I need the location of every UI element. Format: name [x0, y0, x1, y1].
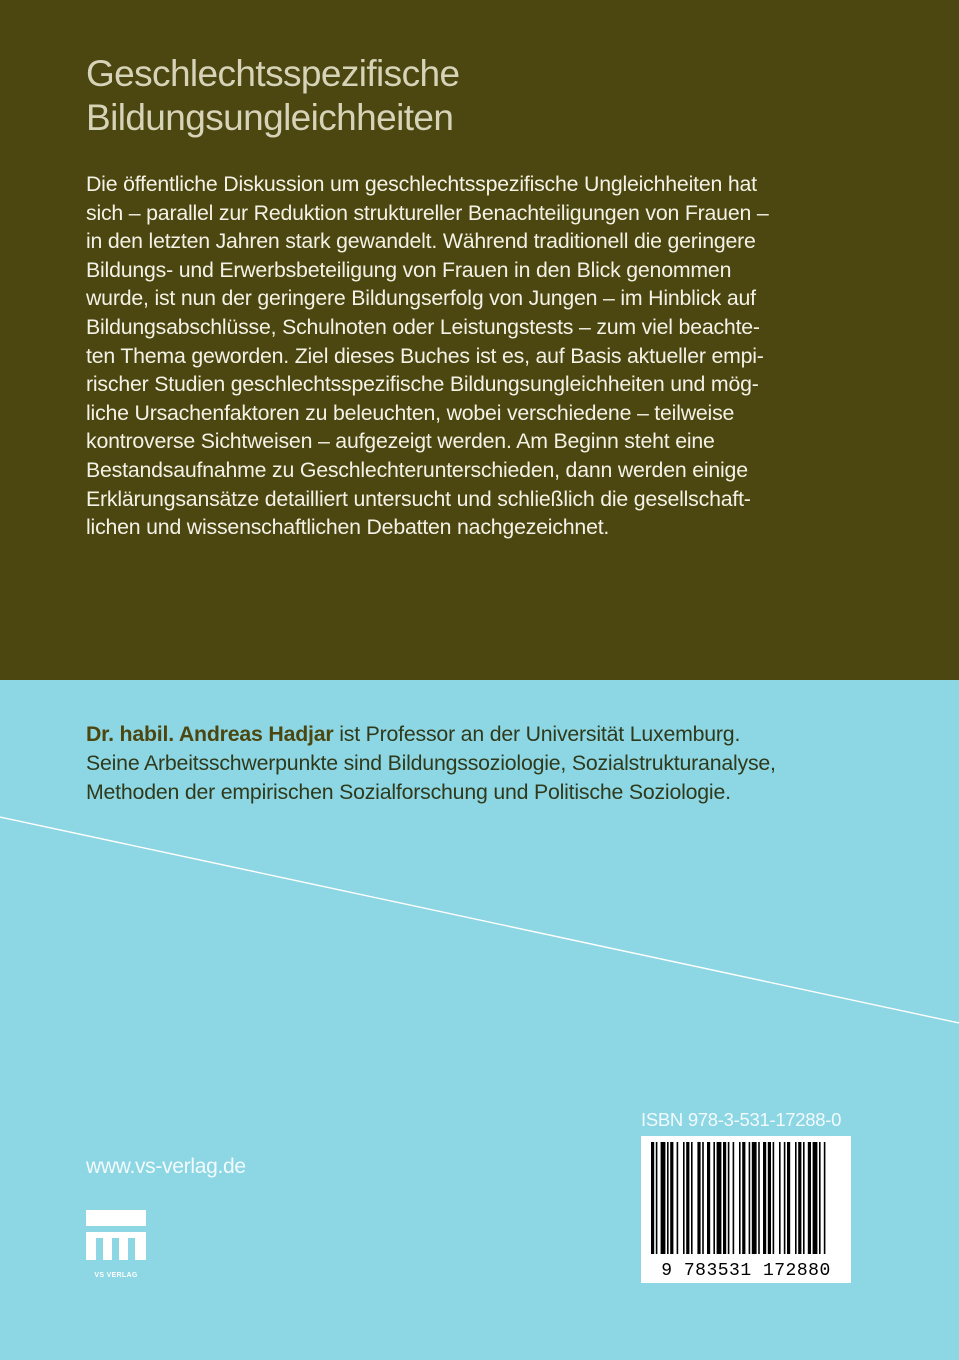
author-bio-line-2: Seine Arbeitsschwerpunkte sind Bildungssoziologie, Sozialstrukturanalyse,	[86, 751, 776, 775]
description-line: kontroverse Sichtweisen – aufgezeigt werden. Am Beginn steht eine	[86, 429, 715, 454]
description-line: liche Ursachenfaktoren zu beleuchten, wobei verschiedene – teilweise	[86, 400, 735, 425]
author-bio-line-1	[86, 720, 906, 749]
description-line: rischer Studien geschlechtsspezifische Bildungsungleichheiten und mög-	[86, 372, 759, 397]
isbn-label: ISBN 978-3-531-17288-0	[641, 1109, 842, 1130]
book-description	[86, 170, 866, 542]
description-line: Bildungsabschlüsse, Schulnoten oder Leistungstests – zum viel beachte-	[86, 314, 760, 339]
vs-verlag-logo-text: VS VERLAG	[94, 1272, 138, 1279]
book-title-line-1: Geschlechtsspezifische	[86, 53, 460, 94]
description-line: lichen und wissenschaftlichen Debatten nachgezeichnet.	[86, 515, 610, 540]
description-line: sich – parallel zur Reduktion struktureller Benachteiligungen von Frauen –	[86, 200, 769, 225]
book-title	[86, 52, 906, 140]
author-bio-line-3: Methoden der empirischen Sozialforschung und Politische Soziologie.	[86, 780, 731, 804]
author-position: ist Professor an der Universität Luxemburg.	[333, 722, 741, 746]
description-line: Die öffentliche Diskussion um geschlechtsspezifische Ungleichheiten hat	[86, 172, 757, 196]
barcode-digits: 9 783531 172880	[641, 1261, 851, 1281]
description-line: ten Thema geworden. Ziel dieses Buches ist es, auf Basis aktueller empi-	[86, 343, 764, 368]
author-name: Dr. habil. Andreas Hadjar	[86, 722, 334, 746]
description-line: wurde, ist nun der geringere Bildungserfolg von Jungen – im Hinblick auf	[86, 286, 756, 311]
book-title-line-2: Bildungsungleichheiten	[86, 97, 454, 138]
description-line: Bestandsaufnahme zu Geschlechterunterschieden, dann werden einige	[86, 457, 748, 482]
vs-verlag-logo-icon	[86, 1210, 146, 1270]
description-line: in den letzten Jahren stark gewandelt. Während traditionell die geringere	[86, 229, 756, 254]
description-line: Bildungs- und Erwerbsbeteiligung von Frauen in den Blick genommen	[86, 257, 732, 282]
author-bio	[86, 720, 906, 807]
publisher-url: www.vs-verlag.de	[86, 1155, 246, 1178]
description-line: Erklärungsansätze detailliert untersucht und schließlich die gesellschaft-	[86, 486, 751, 511]
isbn-barcode	[641, 1136, 851, 1283]
